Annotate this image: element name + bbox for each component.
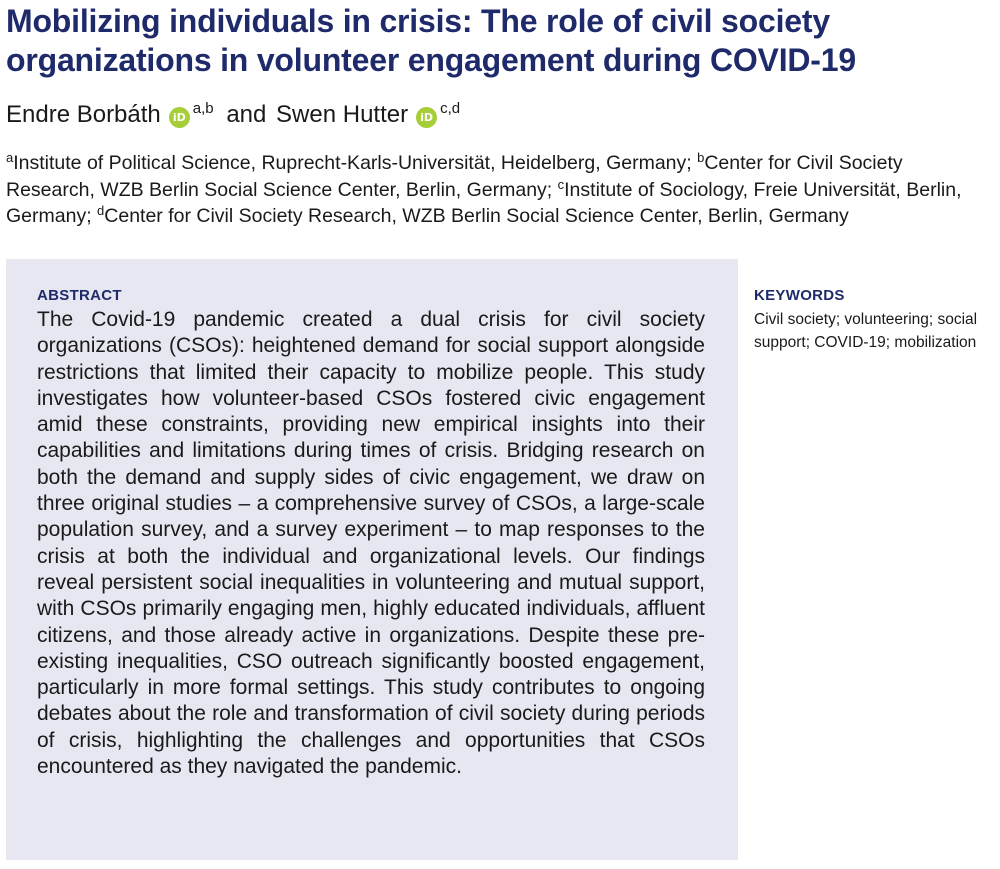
affiliation-text: Center for Civil Society Research, WZB Berlin Social Science Center, Berlin, Germany — [104, 205, 849, 227]
author-name: Endre Borbáth — [6, 101, 161, 128]
affiliations — [6, 150, 991, 230]
abstract-heading: ABSTRACT — [37, 287, 122, 304]
affiliation-text: Center for Civil Society Research, WZB Berlin Social Science Center, Berlin, Germany; — [6, 152, 903, 201]
author-line — [6, 100, 460, 130]
affiliation-mark: c — [557, 176, 565, 192]
affiliation-text: Institute of Sociology, Freie Universität, Berlin, Germany; — [6, 178, 962, 227]
affiliation-text: Institute of Political Science, Ruprecht-Karls-Universität, Heidelberg, Germany; — [13, 152, 692, 174]
orcid-icon[interactable]: iD — [169, 107, 190, 128]
abstract-body: The Covid-19 pandemic created a dual crisis for civil society organizations (CSOs): heightened demand for social support alongside restrictions that limited their capacity to mobilize people. This study investigates how volunteer-based CSOs fostered civic engagement amid these constraints, providing new empirical insights into their capabilities and limitations during times of crisis. Bridging research on both the demand and supply sides of civic engagement, we draw on three original studies – a comprehensive survey of CSOs, a large-scale population survey, and a survey experiment – to map responses to the crisis at both the individual and organizational levels. Our findings reveal persistent social inequalities in volunteering and mutual support, with CSOs primarily engaging men, highly educated individuals, affluent citizens, and those already active in organizations. Despite these pre-existing inequalities, CSO outreach significantly boosted engagement, particularly in more formal settings. This study contributes to ongoing debates about the role and transformation of civil society during periods of crisis, highlighting the challenges and opportunities that CSOs encountered as they navigated the pandemic. — [37, 308, 705, 779]
orcid-icon[interactable]: iD — [416, 107, 437, 128]
affiliation-mark: b — [697, 150, 705, 165]
author-affiliation-marks: a,b — [192, 100, 214, 117]
paper-title: Mobilizing individuals in crisis: The role of civil society organizations in volunteer engagement during COVID-19 — [6, 3, 856, 78]
affiliation-mark: d — [97, 203, 105, 218]
author-name: Swen Hutter — [276, 101, 409, 128]
keywords-heading: KEYWORDS — [754, 287, 845, 304]
affiliation-mark: a — [6, 150, 14, 165]
keywords-body: Civil society; volunteering; social support; COVID-19; mobilization — [754, 311, 978, 351]
author-conjunction: and — [226, 101, 267, 128]
author-affiliation-marks: c,d — [440, 100, 461, 117]
